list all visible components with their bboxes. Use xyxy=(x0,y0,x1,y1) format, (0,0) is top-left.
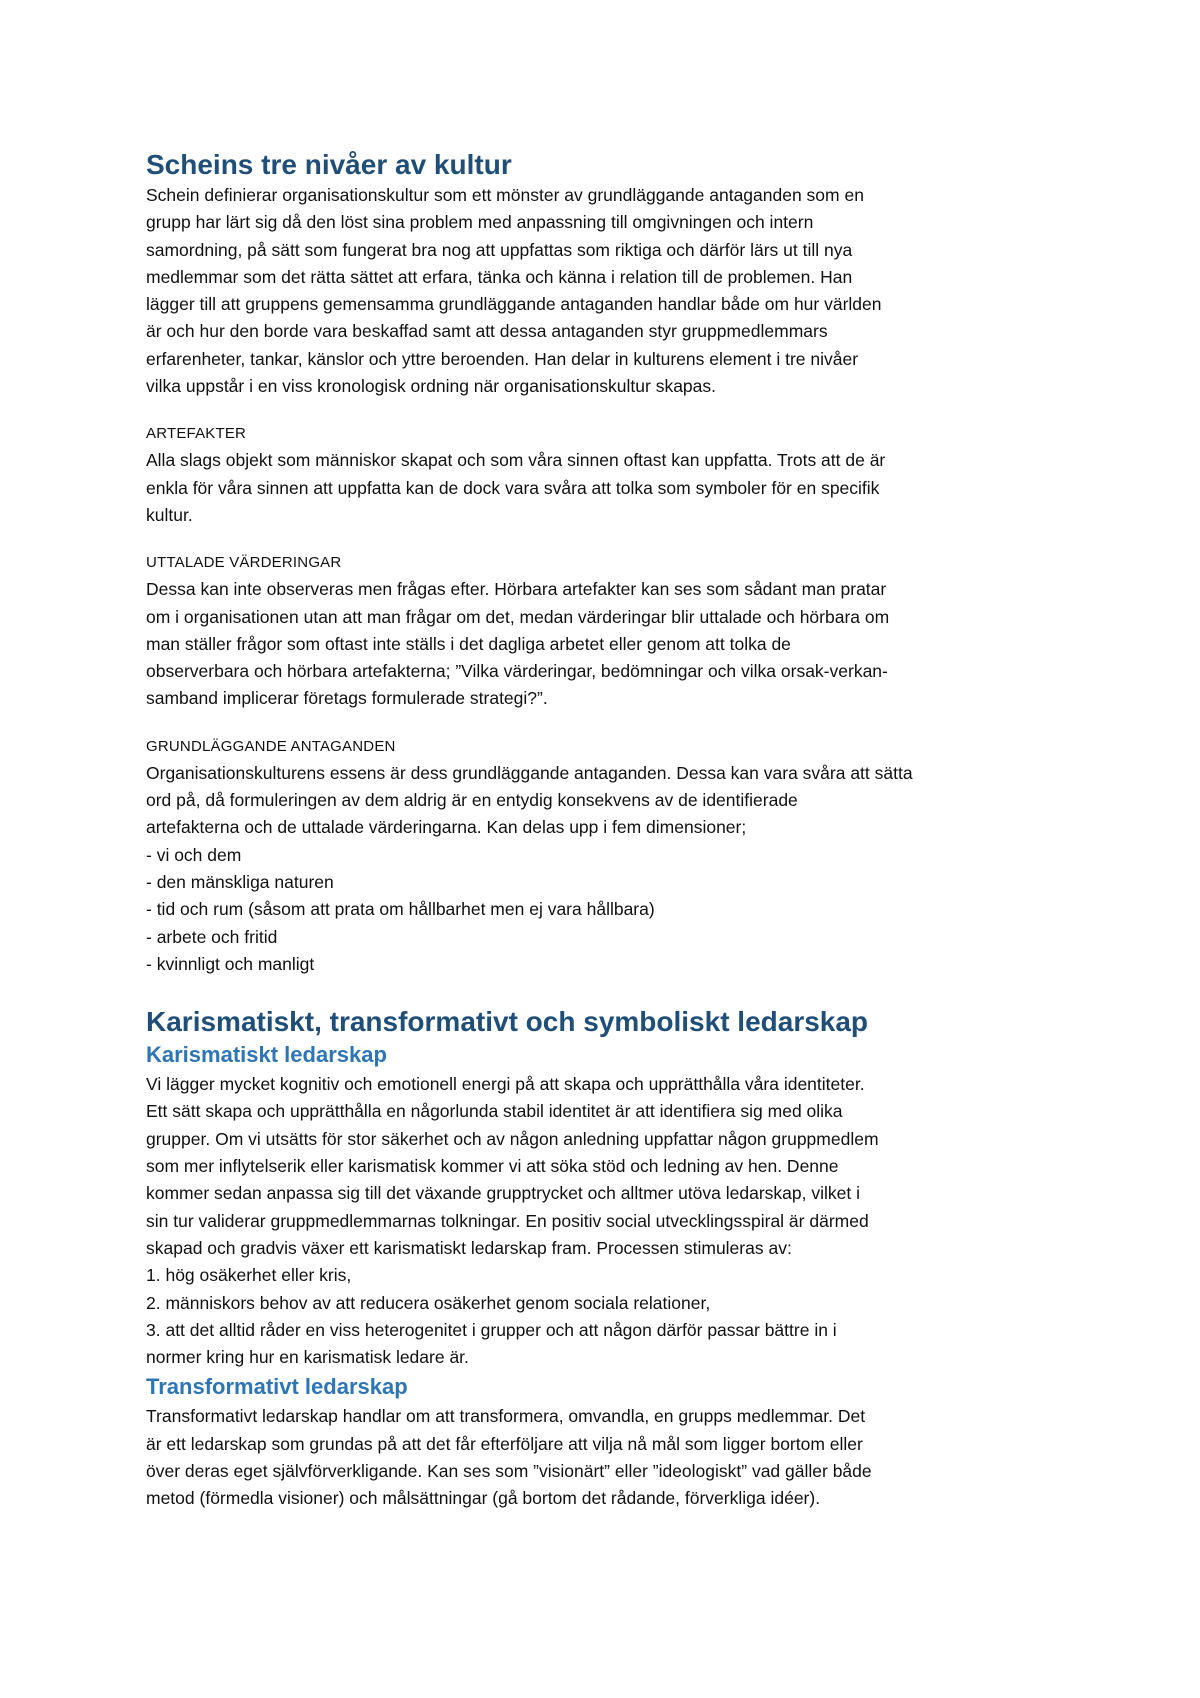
text-line: normer kring hur en karismatisk ledare är. xyxy=(146,1347,469,1368)
text-line: kultur. xyxy=(146,504,193,525)
subsection-title-karismatiskt: Karismatiskt ledarskap xyxy=(146,1042,387,1068)
transformativt-paragraph xyxy=(146,1403,1046,1512)
antaganden-paragraph xyxy=(146,760,1046,978)
spacer xyxy=(146,713,1046,733)
text-line: enkla för våra sinnen att uppfatta kan de dock vara svåra att tolka som symboler för en specifik xyxy=(146,477,880,498)
text-line: Dessa kan inte observeras men frågas efter. Hörbara artefakter kan ses som sådant man pratar xyxy=(146,579,887,600)
text-line: grupp har lärt sig då den löst sina problem med anpassning till omgivningen och intern xyxy=(146,212,814,233)
spacer xyxy=(146,978,1046,1005)
text-line: medlemmar som det rätta sättet att erfara, tänka och känna i relation till de problemen. Han xyxy=(146,266,853,287)
text-line: grupper. Om vi utsätts för stor säkerhet och av någon anledning uppfattar någon gruppmedlem xyxy=(146,1128,879,1149)
list-item: - vi och dem xyxy=(146,844,242,865)
text-line: lägger till att gruppens gemensamma grundläggande antaganden handlar både om hur världen xyxy=(146,294,882,315)
text-line: metod (förmedla visioner) och målsättningar (gå bortom det rådande, förverkliga idéer). xyxy=(146,1488,821,1509)
text-line: över deras eget självförverkligande. Kan ses som ”visionärt” eller ”ideologiskt” vad gäller både xyxy=(146,1460,872,1481)
text-line: sin tur validerar gruppmedlemmarnas tolkningar. En positiv social utvecklingsspiral är därmed xyxy=(146,1210,869,1231)
subsection-label-varderingar: UTTALADE VÄRDERINGAR xyxy=(146,554,342,572)
text-line: ord på, då formuleringen av dem aldrig är en entydig konsekvens av de identifierade xyxy=(146,790,798,811)
varderingar-paragraph xyxy=(146,576,1046,712)
list-item: - arbete och fritid xyxy=(146,926,278,947)
section-title-schein: Scheins tre nivåer av kultur xyxy=(146,149,512,180)
section-title-ledarskap: Karismatiskt, transformativt och symboliskt ledarskap xyxy=(146,1006,869,1038)
text-line: om i organisationen utan att man frågar om det, medan värderingar blir uttalade och hörbara om xyxy=(146,606,890,627)
text-line: Transformativt ledarskap handlar om att transformera, omvandla, en grupps medlemmar. Det xyxy=(146,1406,866,1427)
list-item: 1. hög osäkerhet eller kris, xyxy=(146,1265,352,1286)
list-item: - den mänskliga naturen xyxy=(146,871,334,892)
text-line: Alla slags objekt som människor skapat och som våra sinnen oftast kan uppfatta. Trots att de är xyxy=(146,450,886,471)
text-line: skapad och gradvis växer ett karismatiskt ledarskap fram. Processen stimuleras av: xyxy=(146,1237,792,1258)
subsection-title-transformativt: Transformativt ledarskap xyxy=(146,1374,408,1400)
text-line: Schein definierar organisationskultur som ett mönster av grundläggande antaganden som en xyxy=(146,185,864,205)
spacer xyxy=(146,529,1046,549)
text-line: Ett sätt skapa och upprätthålla en någorlunda stabil identitet är att identifiera sig med olika xyxy=(146,1101,843,1122)
text-line: erfarenheter, tankar, känslor och yttre beroenden. Han delar in kulturens element i tre nivåer xyxy=(146,348,859,369)
text-line: som mer inflytelserik eller karismatisk kommer vi att söka stöd och ledning av hen. Denne xyxy=(146,1156,839,1177)
text-line: vilka uppstår i en viss kronologisk ordning när organisationskultur skapas. xyxy=(146,376,717,397)
list-item: 3. att det alltid råder en viss heterogenitet i grupper och att någon därför passar bättre in i xyxy=(146,1319,837,1340)
list-item: - tid och rum (såsom att prata om hållbarhet men ej vara hållbara) xyxy=(146,899,655,920)
artefakter-paragraph xyxy=(146,447,1046,529)
list-item: 2. människors behov av att reducera osäkerhet genom sociala relationer, xyxy=(146,1292,711,1313)
text-line: samband implicerar företags formulerade strategi?”. xyxy=(146,688,548,709)
text-line: är och hur den borde vara beskaffad samt att dessa antaganden styr gruppmedlemmars xyxy=(146,321,828,342)
text-line: artefakterna och de uttalade värderingarna. Kan delas upp i fem dimensioner; xyxy=(146,817,747,838)
document-page xyxy=(146,148,1046,1513)
subsection-label-artefakter: ARTEFAKTER xyxy=(146,425,247,443)
text-line: samordning, på sätt som fungerat bra nog att uppfattas som riktiga och därför lärs ut till nya xyxy=(146,239,853,260)
subsection-label-antaganden: GRUNDLÄGGANDE ANTAGANDEN xyxy=(146,737,396,755)
spacer xyxy=(146,400,1046,420)
text-line: man ställer frågor som oftast inte ställs i det dagliga arbetet eller genom att tolka de xyxy=(146,633,791,654)
list-item: - kvinnligt och manligt xyxy=(146,953,315,974)
text-line: Organisationskulturens essens är dess grundläggande antaganden. Dessa kan vara svåra att sätta xyxy=(146,762,913,783)
text-line: är ett ledarskap som grundas på att det får efterföljare att vilja nå mål som ligger bortom eller xyxy=(146,1433,863,1454)
text-line: observerbara och hörbara artefakterna; ”Vilka värderingar, bedömningar och vilka orsak-verkan- xyxy=(146,661,888,682)
karismatiskt-paragraph xyxy=(146,1071,1046,1371)
text-line: Vi lägger mycket kognitiv och emotionell energi på att skapa och upprätthålla våra identiteter. xyxy=(146,1074,865,1095)
text-line: kommer sedan anpassa sig till det växande grupptrycket och alltmer utöva ledarskap, vilket i xyxy=(146,1183,860,1204)
intro-paragraph xyxy=(146,182,1046,400)
